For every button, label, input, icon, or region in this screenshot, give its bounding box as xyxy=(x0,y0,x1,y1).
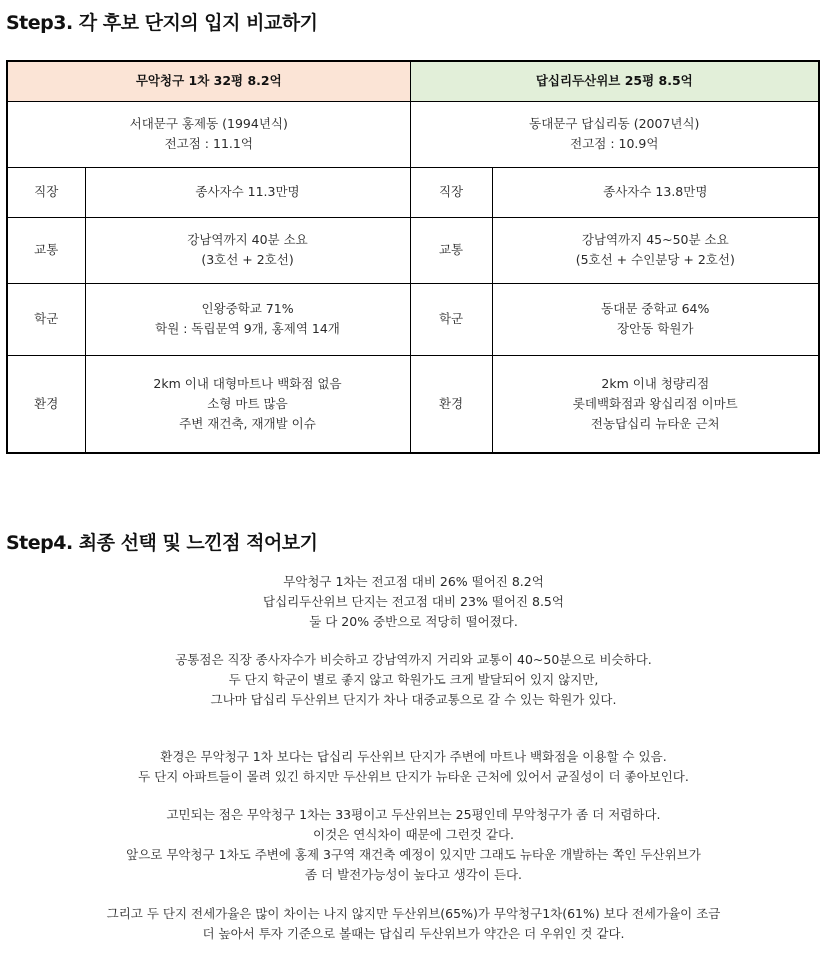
step3-title: Step3. 각 후보 단지의 입지 비교하기 xyxy=(6,12,318,34)
conclusion-paragraph-price xyxy=(0,572,827,632)
row-label-environment-right: 환경 xyxy=(410,355,492,453)
left-environment-line: 소형 마트 많음 xyxy=(207,395,288,411)
right-transport-line: (5호선 + 수인분당 + 2호선) xyxy=(575,252,735,267)
left-job-cell xyxy=(85,167,410,217)
right-school-cell xyxy=(492,283,819,355)
conclusion-line: 공통점은 직장 종사자수가 비슷하고 강남역까지 거리와 교통이 40~50분으로 비슷하다. xyxy=(175,652,652,667)
left-school-line: 인왕중학교 71% xyxy=(201,301,294,316)
left-transport-line: (3호선 + 2호선) xyxy=(201,252,294,267)
left-summary-cell xyxy=(7,101,410,167)
right-location: 동대문구 답십리동 (2007년식) xyxy=(529,116,700,131)
left-transport-line: 강남역까지 40분 소요 xyxy=(187,232,308,247)
right-school-line: 장안동 학원가 xyxy=(617,321,694,336)
right-transport-cell xyxy=(492,217,819,283)
right-environment-cell xyxy=(492,355,819,453)
conclusion-line: 환경은 무악청구 1차 보다는 답십리 두산위브 단지가 주변에 마트나 백화점을 이용할 수 있음. xyxy=(160,749,667,764)
row-label-transport-right: 교통 xyxy=(410,217,492,283)
conclusion-line: 앞으로 무악청구 1차도 주변에 홍제 3구역 재건축 예정이 있지만 그래도 뉴타운 개발하는 쪽인 두산위브가 xyxy=(126,847,701,862)
conclusion-line: 그리고 두 단지 전세가율은 많이 차이는 나지 않지만 두산위브(65%)가 무악청구1차(61%) 보다 전세가율이 조금 xyxy=(106,906,721,921)
conclusion-paragraph-jeonse xyxy=(0,904,827,944)
right-peak-price: 전고점 : 10.9억 xyxy=(570,136,659,151)
table-row xyxy=(7,283,819,355)
conclusion-line: 고민되는 점은 무악청구 1차는 33평이고 두산위브는 25평인데 무악청구가 좀 더 저렴하다. xyxy=(166,807,661,822)
conclusion-line: 두 단지 아파트들이 몰려 있긴 하지만 두산위브 단지가 뉴타운 근처에 있어서 균질성이 더 좋아보인다. xyxy=(138,769,689,784)
row-label-environment-left: 환경 xyxy=(7,355,85,453)
right-environment-line: 전농답십리 뉴타운 근처 xyxy=(590,415,720,431)
step4-title: Step4. 최종 선택 및 느낀점 적어보기 xyxy=(6,532,318,554)
conclusion-line: 그나마 답십리 두산위브 단지가 차나 대중교통으로 갈 수 있는 학원가 있다. xyxy=(210,692,617,707)
row-label-school-left: 학군 xyxy=(7,283,85,355)
conclusion-line: 답십리두산위브 단지는 전고점 대비 23% 떨어진 8.5억 xyxy=(263,594,564,609)
left-complex-header: 무악청구 1차 32평 8.2억 xyxy=(7,61,410,101)
right-environment-line: 롯데백화점과 왕십리점 이마트 xyxy=(572,395,738,411)
left-environment-cell xyxy=(85,355,410,453)
right-transport-line: 강남역까지 45~50분 소요 xyxy=(581,232,729,247)
right-environment-line: 2km 이내 청량리점 xyxy=(601,375,710,391)
table-row xyxy=(7,217,819,283)
left-transport-cell xyxy=(85,217,410,283)
left-school-line: 학원 : 독립문역 9개, 홍제역 14개 xyxy=(155,321,340,336)
right-complex-header: 답십리두산위브 25평 8.5억 xyxy=(410,61,819,101)
conclusion-line: 더 높아서 투자 기준으로 볼때는 답십리 두산위브가 약간은 더 우위인 것 같다. xyxy=(202,926,625,941)
table-row xyxy=(7,355,819,453)
left-environment-line: 2km 이내 대형마트나 백화점 없음 xyxy=(153,375,342,391)
right-summary-cell xyxy=(410,101,819,167)
right-job-line: 종사자수 13.8만명 xyxy=(603,184,708,199)
table-header-row xyxy=(7,61,819,101)
left-peak-price: 전고점 : 11.1억 xyxy=(164,136,253,151)
conclusion-paragraph-concern xyxy=(0,805,827,885)
comparison-table xyxy=(6,60,820,454)
conclusion-line: 두 단지 학군이 별로 좋지 않고 학원가도 크게 발달되어 있지 않지만, xyxy=(228,672,599,687)
left-location: 서대문구 홍제동 (1994년식) xyxy=(129,116,288,131)
row-label-transport-left: 교통 xyxy=(7,217,85,283)
right-school-line: 동대문 중학교 64% xyxy=(601,301,710,316)
row-label-job-right: 직장 xyxy=(410,167,492,217)
conclusion-line: 좀 더 발전가능성이 높다고 생각이 든다. xyxy=(304,867,523,882)
row-label-job-left: 직장 xyxy=(7,167,85,217)
conclusion-line: 둘 다 20% 중반으로 적당히 떨어졌다. xyxy=(309,614,518,629)
right-job-cell xyxy=(492,167,819,217)
conclusion-line: 이것은 연식차이 때문에 그런것 같다. xyxy=(313,827,514,842)
conclusion-line: 무악청구 1차는 전고점 대비 26% 떨어진 8.2억 xyxy=(283,574,544,589)
left-job-line: 종사자수 11.3만명 xyxy=(195,184,300,199)
left-school-cell xyxy=(85,283,410,355)
summary-row xyxy=(7,101,819,167)
row-label-school-right: 학군 xyxy=(410,283,492,355)
table-row xyxy=(7,167,819,217)
left-environment-line: 주변 재건축, 재개발 이슈 xyxy=(179,415,316,431)
conclusion-paragraph-common xyxy=(0,650,827,710)
conclusion-paragraph-environment xyxy=(0,747,827,787)
